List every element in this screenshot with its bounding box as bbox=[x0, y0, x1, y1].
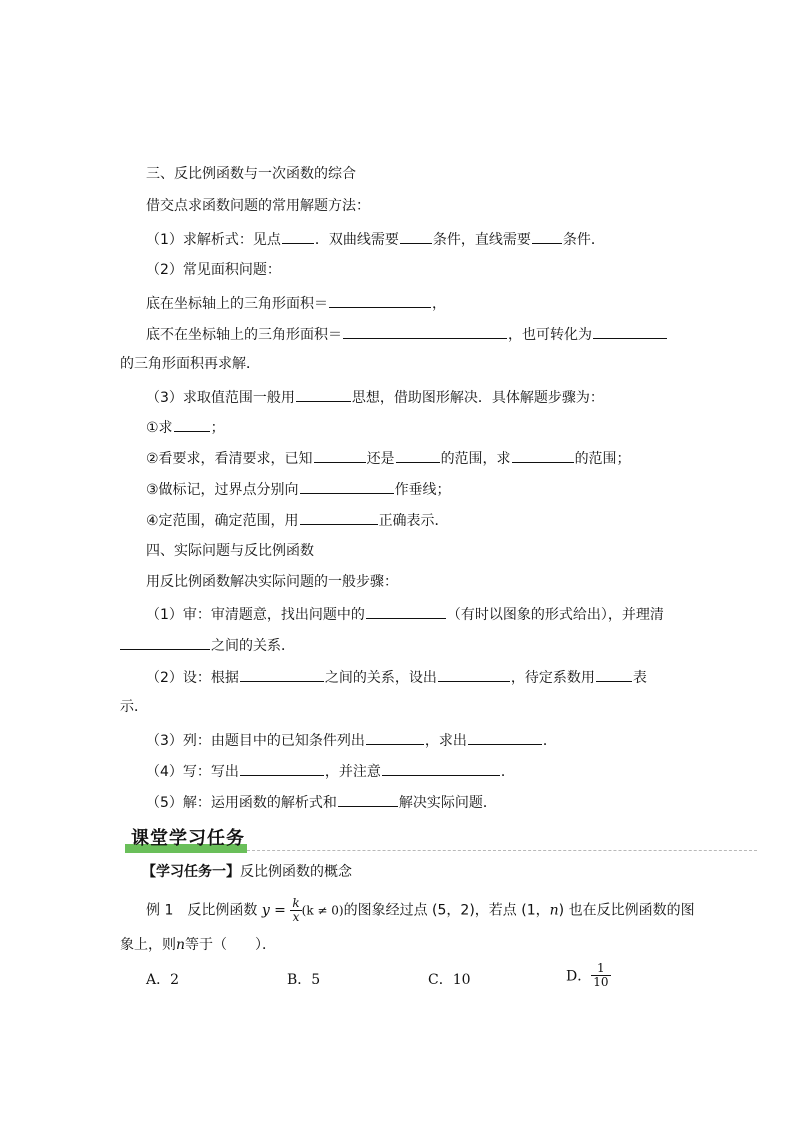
item1-text-a: （1）求解析式：见点 bbox=[146, 232, 281, 248]
s2-text-c: ，待定系数用 bbox=[510, 670, 595, 686]
s5-line bbox=[146, 791, 497, 811]
example1-line bbox=[146, 896, 695, 924]
method-intro bbox=[146, 196, 370, 216]
s4-line bbox=[146, 760, 515, 780]
example1-line2 bbox=[120, 935, 276, 955]
step1-text-b: ； bbox=[210, 420, 225, 436]
eq-numerator: k bbox=[292, 896, 300, 910]
area-nonaxis-mid: ，也可转化为 bbox=[508, 327, 592, 343]
section4-intro bbox=[146, 572, 398, 592]
s1-text-b: （有时以图象的形式给出），并理清 bbox=[446, 607, 664, 623]
blank-step4[interactable] bbox=[300, 509, 378, 525]
example-label: 例 1 反比例函数 bbox=[146, 902, 258, 919]
s3-text-c: ． bbox=[542, 733, 557, 749]
option-a[interactable] bbox=[146, 970, 179, 990]
blank-s3-list[interactable] bbox=[366, 729, 424, 745]
method-intro-text: 借交点求函数问题的常用解题方法： bbox=[146, 198, 370, 214]
section4-title bbox=[146, 541, 314, 561]
step1-line bbox=[146, 416, 225, 436]
step2-text-d: 的范围； bbox=[574, 451, 631, 467]
step4-line bbox=[146, 509, 449, 529]
step1-text-a: ①求 bbox=[146, 420, 173, 436]
blank-s4-note[interactable] bbox=[382, 760, 500, 776]
blank-step3[interactable] bbox=[300, 478, 394, 494]
blank-hyperbola-conditions[interactable] bbox=[400, 228, 432, 244]
s1-text-a: （1）审：审清题意，找出问题中的 bbox=[146, 607, 365, 623]
example-end: ) 也在反比例函数的图 bbox=[558, 902, 695, 919]
eq-fraction bbox=[290, 897, 301, 924]
step3-line bbox=[146, 478, 451, 498]
section3-title-text: 三、反比例函数与一次函数的综合 bbox=[146, 166, 356, 182]
s2-text-e: 示． bbox=[120, 699, 148, 715]
step2-text-b: 还是 bbox=[366, 451, 395, 467]
blank-s3-find[interactable] bbox=[468, 729, 542, 745]
s5-text-a: （5）解：运用函数的解析式和 bbox=[146, 795, 337, 811]
s3-line bbox=[146, 729, 557, 749]
blank-line-conditions[interactable] bbox=[532, 228, 562, 244]
step2-text-a: ②看要求，看清要求，已知 bbox=[146, 451, 313, 467]
s2-line-cont bbox=[120, 697, 148, 717]
eq-y: y bbox=[261, 902, 270, 919]
example-mid: 的图象经过点 (5，2)，若点 (1， bbox=[343, 902, 550, 919]
s1-text-c: 之间的关系． bbox=[211, 638, 295, 654]
option-d-label: D． bbox=[566, 968, 592, 985]
blank-step1[interactable] bbox=[174, 416, 210, 432]
option-d[interactable] bbox=[566, 962, 611, 989]
s3-text-b: ，求出 bbox=[424, 733, 467, 749]
n-variable: n bbox=[549, 902, 559, 919]
s2-line bbox=[146, 666, 647, 686]
blank-s5[interactable] bbox=[338, 791, 398, 807]
item1-text-b: ．双曲线需要 bbox=[314, 232, 399, 248]
blank-s4-write[interactable] bbox=[240, 760, 324, 776]
area-nonaxis-cont bbox=[120, 354, 260, 374]
s2-text-a: （2）设：根据 bbox=[146, 670, 239, 686]
section4-title-text: 四、实际问题与反比例函数 bbox=[146, 543, 314, 559]
s4-text-b: ，并注意 bbox=[324, 764, 381, 780]
item1-line bbox=[146, 228, 605, 248]
item3-text-b: 思想，借助图形解决．具体解题步骤为： bbox=[351, 390, 604, 406]
option-d-denominator: 10 bbox=[593, 975, 609, 989]
blank-step2-find[interactable] bbox=[512, 447, 574, 463]
blank-step2-known[interactable] bbox=[314, 447, 366, 463]
area-nonaxis-cont-text: 的三角形面积再求解． bbox=[120, 356, 260, 372]
classroom-heading-text: 课堂学习任务 bbox=[131, 828, 245, 849]
item3-text-a: （3）求取值范围一般用 bbox=[146, 390, 295, 406]
option-b-text: B．5 bbox=[287, 972, 321, 988]
item1-text-c: 条件，直线需要 bbox=[432, 232, 531, 248]
blank-point[interactable] bbox=[282, 228, 314, 244]
option-c-text: C．10 bbox=[428, 972, 471, 988]
eq-equals: = bbox=[269, 902, 291, 919]
step3-text-a: ③做标记，过界点分别向 bbox=[146, 482, 299, 498]
option-d-numerator: 1 bbox=[591, 962, 610, 976]
step3-text-b: 作垂线； bbox=[394, 482, 451, 498]
item3-line bbox=[146, 386, 604, 406]
s2-text-d: 表 bbox=[632, 670, 647, 686]
area-nonaxis-line bbox=[146, 323, 668, 343]
eq-denominator: x bbox=[292, 910, 300, 924]
blank-step2-or[interactable] bbox=[396, 447, 440, 463]
area-nonaxis-text: 底不在坐标轴上的三角形面积＝ bbox=[146, 327, 342, 343]
step4-text-a: ④定范围，确定范围，用 bbox=[146, 513, 299, 529]
option-d-fraction bbox=[591, 962, 610, 989]
item1-text-d: 条件． bbox=[562, 232, 605, 248]
blank-convert-to[interactable] bbox=[593, 323, 667, 339]
option-c[interactable] bbox=[428, 970, 471, 990]
item2-line bbox=[146, 260, 281, 280]
blank-thinking[interactable] bbox=[296, 386, 351, 402]
task1-bracket: 【学习任务一】 bbox=[142, 864, 240, 880]
s4-text-c: ． bbox=[500, 764, 515, 780]
s1-line bbox=[146, 603, 664, 623]
option-a-text: A．2 bbox=[146, 972, 180, 988]
step2-line bbox=[146, 447, 631, 467]
section3-title bbox=[146, 164, 356, 184]
item2-text: （2）常见面积问题： bbox=[146, 262, 281, 278]
blank-s1-relation[interactable] bbox=[120, 634, 210, 650]
task1-line bbox=[142, 862, 352, 882]
area-axis-line bbox=[146, 292, 446, 312]
blank-s1-quantities[interactable] bbox=[366, 603, 446, 619]
section4-intro-text: 用反比例函数解决实际问题的一般步骤： bbox=[146, 574, 398, 590]
eq-condition: (k ≠ 0) bbox=[301, 903, 344, 918]
option-b[interactable] bbox=[287, 970, 320, 990]
s5-text-b: 解决实际问题． bbox=[398, 795, 497, 811]
task1-title: 反比例函数的概念 bbox=[240, 864, 352, 880]
heading-dashed-rule bbox=[247, 850, 757, 851]
step4-text-b: 正确表示． bbox=[378, 513, 449, 529]
blank-s2-set[interactable] bbox=[438, 666, 510, 682]
s2-text-b: 之间的关系，设出 bbox=[324, 670, 437, 686]
area-axis-text: 底在坐标轴上的三角形面积＝ bbox=[146, 296, 328, 312]
area-axis-end: ， bbox=[432, 296, 446, 312]
n-variable-2: n bbox=[176, 937, 186, 953]
s3-text-a: （3）列：由题目中的已知条件列出 bbox=[146, 733, 365, 749]
blank-s2-basis[interactable] bbox=[240, 666, 324, 682]
s4-text-a: （4）写：写出 bbox=[146, 764, 239, 780]
example-line2-b: 等于（ ）． bbox=[185, 937, 277, 953]
step2-text-c: 的范围，求 bbox=[440, 451, 511, 467]
s1-line-cont bbox=[120, 634, 295, 654]
blank-area-axis[interactable] bbox=[329, 292, 431, 308]
blank-s2-coef[interactable] bbox=[596, 666, 632, 682]
blank-area-nonaxis[interactable] bbox=[343, 323, 507, 339]
example-line2-a: 象上，则 bbox=[120, 937, 176, 953]
